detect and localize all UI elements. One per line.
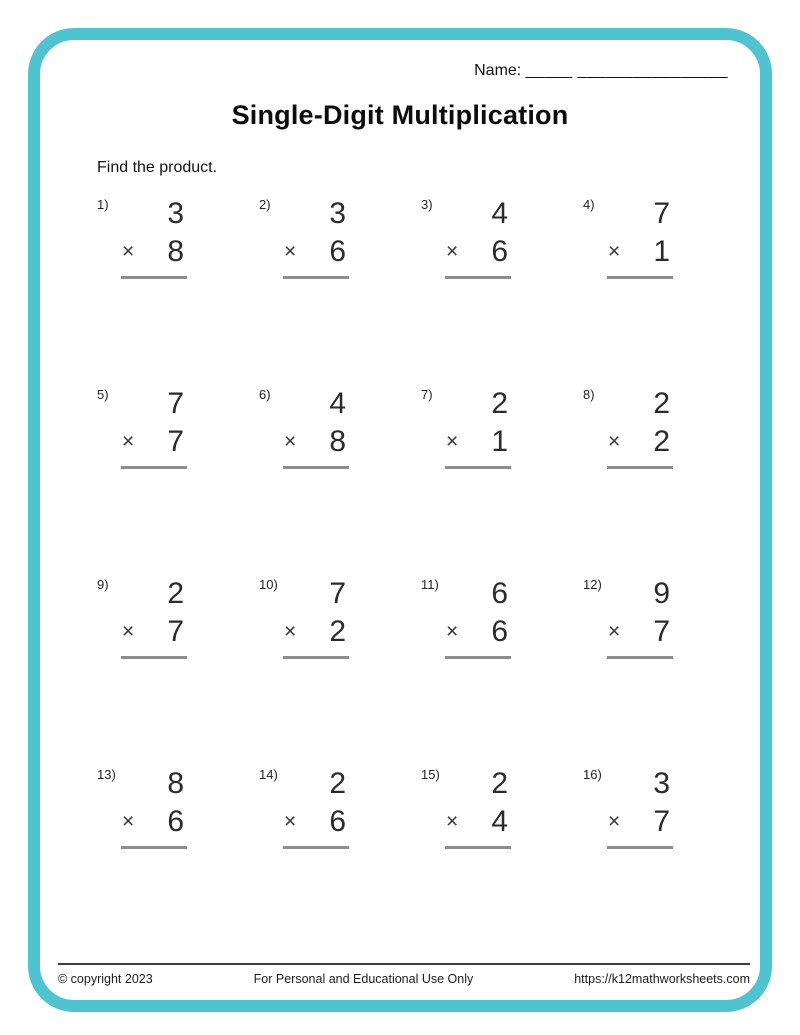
bottom-operand-row xyxy=(445,613,511,651)
bottom-operand: 6 xyxy=(491,615,508,648)
bottom-operand: 2 xyxy=(653,425,670,458)
top-operand: 4 xyxy=(491,197,508,230)
bottom-operand-row xyxy=(607,423,673,461)
answer-line xyxy=(121,846,187,849)
name-blank-line: _____ ________________ xyxy=(525,62,728,79)
answer-line xyxy=(607,656,673,659)
multiply-sign: × xyxy=(446,240,459,263)
bottom-operand: 1 xyxy=(491,425,508,458)
multiplication-problem xyxy=(97,375,259,565)
multiply-sign: × xyxy=(284,620,297,643)
top-operand: 8 xyxy=(167,767,184,800)
multiplication-problem xyxy=(583,375,745,565)
problem-number: 6) xyxy=(259,387,271,402)
top-operand: 3 xyxy=(329,197,346,230)
top-operand: 2 xyxy=(329,767,346,800)
problem-body xyxy=(607,575,673,659)
bottom-operand-row xyxy=(445,233,511,271)
problem-body xyxy=(445,575,511,659)
answer-line xyxy=(607,276,673,279)
answer-line xyxy=(607,846,673,849)
problem-number: 10) xyxy=(259,577,278,592)
multiplication-problem xyxy=(421,375,583,565)
multiply-sign: × xyxy=(608,240,621,263)
answer-line xyxy=(121,466,187,469)
multiplication-problem xyxy=(259,565,421,755)
bottom-operand: 6 xyxy=(491,235,508,268)
bottom-operand-row xyxy=(607,613,673,651)
bottom-operand-row xyxy=(121,613,187,651)
problem-number: 7) xyxy=(421,387,433,402)
multiply-sign: × xyxy=(446,810,459,833)
problem-number: 3) xyxy=(421,197,433,212)
bottom-operand-row xyxy=(283,803,349,841)
problem-number: 5) xyxy=(97,387,109,402)
multiply-sign: × xyxy=(122,810,135,833)
answer-line xyxy=(445,846,511,849)
multiplication-problem xyxy=(259,375,421,565)
bottom-operand-row xyxy=(283,613,349,651)
top-operand: 4 xyxy=(329,387,346,420)
top-operand: 2 xyxy=(491,767,508,800)
top-operand: 2 xyxy=(167,577,184,610)
problem-number: 9) xyxy=(97,577,109,592)
bottom-operand-row xyxy=(121,423,187,461)
top-operand: 9 xyxy=(653,577,670,610)
bottom-operand: 6 xyxy=(329,235,346,268)
multiply-sign: × xyxy=(608,810,621,833)
answer-line xyxy=(445,276,511,279)
bottom-operand: 6 xyxy=(329,805,346,838)
top-operand: 6 xyxy=(491,577,508,610)
problem-body xyxy=(121,195,187,279)
bottom-operand: 7 xyxy=(167,425,184,458)
bottom-operand-row xyxy=(283,423,349,461)
problem-body xyxy=(283,195,349,279)
bottom-operand: 8 xyxy=(167,235,184,268)
multiplication-problem xyxy=(421,565,583,755)
problem-body xyxy=(121,385,187,469)
bottom-operand: 8 xyxy=(329,425,346,458)
answer-line xyxy=(283,276,349,279)
multiply-sign: × xyxy=(284,430,297,453)
multiplication-problem xyxy=(421,755,583,945)
bottom-operand: 7 xyxy=(167,615,184,648)
answer-line xyxy=(283,466,349,469)
answer-line xyxy=(607,466,673,469)
problem-body xyxy=(607,195,673,279)
answer-line xyxy=(445,466,511,469)
problem-body xyxy=(445,195,511,279)
bottom-operand-row xyxy=(607,803,673,841)
top-operand: 3 xyxy=(167,197,184,230)
multiply-sign: × xyxy=(284,240,297,263)
bottom-operand: 1 xyxy=(653,235,670,268)
multiplication-problem xyxy=(97,755,259,945)
problem-number: 15) xyxy=(421,767,440,782)
problem-body xyxy=(283,385,349,469)
problem-body xyxy=(445,385,511,469)
problem-number: 12) xyxy=(583,577,602,592)
problem-number: 13) xyxy=(97,767,116,782)
multiplication-problem xyxy=(583,565,745,755)
problem-body xyxy=(283,765,349,849)
multiplication-problem xyxy=(97,565,259,755)
multiply-sign: × xyxy=(122,240,135,263)
problem-body xyxy=(121,765,187,849)
top-operand: 2 xyxy=(653,387,670,420)
bottom-operand: 4 xyxy=(491,805,508,838)
bottom-operand: 2 xyxy=(329,615,346,648)
problem-number: 4) xyxy=(583,197,595,212)
multiply-sign: × xyxy=(446,620,459,643)
answer-line xyxy=(121,656,187,659)
footer-usage-text: For Personal and Educational Use Only xyxy=(253,972,474,986)
bottom-operand-row xyxy=(445,803,511,841)
multiply-sign: × xyxy=(122,620,135,643)
multiply-sign: × xyxy=(608,430,621,453)
problem-body xyxy=(445,765,511,849)
footer-url: https://k12mathworksheets.com xyxy=(574,972,750,986)
top-operand: 2 xyxy=(491,387,508,420)
answer-line xyxy=(283,846,349,849)
name-row xyxy=(40,62,760,80)
problem-number: 16) xyxy=(583,767,602,782)
bottom-operand: 7 xyxy=(653,805,670,838)
problem-number: 14) xyxy=(259,767,278,782)
answer-line xyxy=(445,656,511,659)
bottom-operand-row xyxy=(121,233,187,271)
bottom-operand-row xyxy=(121,803,187,841)
problems-grid xyxy=(97,185,760,945)
problem-number: 11) xyxy=(421,577,439,592)
problem-number: 2) xyxy=(259,197,271,212)
answer-line xyxy=(121,276,187,279)
worksheet-page-border xyxy=(28,28,772,1012)
multiplication-problem xyxy=(583,755,745,945)
top-operand: 7 xyxy=(329,577,346,610)
multiply-sign: × xyxy=(122,430,135,453)
bottom-operand-row xyxy=(445,423,511,461)
multiply-sign: × xyxy=(284,810,297,833)
footer xyxy=(58,963,750,986)
problem-body xyxy=(121,575,187,659)
bottom-operand: 7 xyxy=(653,615,670,648)
bottom-operand-row xyxy=(607,233,673,271)
name-label: Name: xyxy=(474,62,522,79)
top-operand: 7 xyxy=(653,197,670,230)
multiplication-problem xyxy=(259,185,421,375)
footer-copyright: © copyright 2023 xyxy=(58,972,153,986)
bottom-operand: 6 xyxy=(167,805,184,838)
problem-number: 1) xyxy=(97,197,109,212)
multiplication-problem xyxy=(259,755,421,945)
problem-body xyxy=(283,575,349,659)
problem-body xyxy=(607,765,673,849)
multiplication-problem xyxy=(421,185,583,375)
problem-number: 8) xyxy=(583,387,595,402)
page-title: Single-Digit Multiplication xyxy=(231,100,569,130)
top-operand: 3 xyxy=(653,767,670,800)
multiplication-problem xyxy=(97,185,259,375)
multiply-sign: × xyxy=(446,430,459,453)
bottom-operand-row xyxy=(283,233,349,271)
multiplication-problem xyxy=(583,185,745,375)
top-operand: 7 xyxy=(167,387,184,420)
instruction-text: Find the product. xyxy=(97,159,218,176)
problem-body xyxy=(607,385,673,469)
multiply-sign: × xyxy=(608,620,621,643)
answer-line xyxy=(283,656,349,659)
